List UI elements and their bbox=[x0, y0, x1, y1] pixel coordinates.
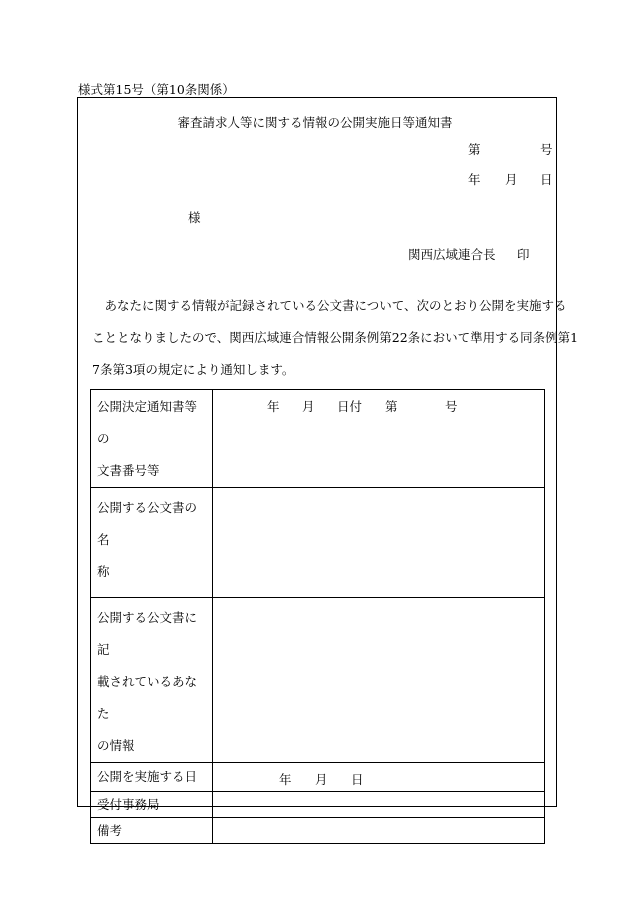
table-row-reception-office bbox=[91, 792, 545, 818]
row4-year: 年 bbox=[279, 772, 292, 787]
body-line-3: 7条第3項の規定により通知します。 bbox=[92, 362, 295, 377]
date-day: 日 bbox=[540, 172, 553, 187]
row1-year: 年 bbox=[267, 399, 280, 414]
row5-label: 受付事務局 bbox=[97, 797, 160, 812]
row4-month: 月 bbox=[315, 772, 328, 787]
document-title: 審査請求人等に関する情報の公開実施日等通知書 bbox=[177, 115, 453, 130]
row4-label: 公開を実施する日 bbox=[97, 769, 198, 784]
row1-go: 号 bbox=[445, 399, 458, 414]
table-row-document-name bbox=[91, 488, 545, 598]
disclosure-date-label-cell bbox=[91, 763, 213, 792]
doc-number-go: 号 bbox=[540, 142, 553, 157]
disclosure-date-value-cell[interactable] bbox=[213, 763, 545, 792]
row3-label-line-3: の情報 bbox=[97, 738, 135, 753]
info-table bbox=[90, 389, 545, 844]
row1-label-line-1: 公開決定通知書等の bbox=[97, 399, 198, 446]
document-name-label-cell bbox=[91, 488, 213, 598]
personal-info-value-cell[interactable] bbox=[213, 598, 545, 763]
body-line-1: あなたに関する情報が記録されている公文書について、次のとおり公開を実施する bbox=[92, 298, 567, 313]
date-year: 年 bbox=[468, 172, 481, 187]
row1-month: 月 bbox=[302, 399, 315, 414]
row3-label-line-1: 公開する公文書に記 bbox=[97, 610, 198, 657]
table-row-personal-info bbox=[91, 598, 545, 763]
remarks-label-cell bbox=[91, 818, 213, 844]
row1-date-suffix: 日付 bbox=[337, 399, 363, 414]
reception-office-value-cell[interactable] bbox=[213, 792, 545, 818]
date-month: 月 bbox=[505, 172, 518, 187]
body-line-2: こととなりましたので、関西広域連合情報公開条例第22条において準用する同条例第1 bbox=[92, 330, 579, 345]
row4-day: 日 bbox=[351, 772, 364, 787]
doc-number-dai: 第 bbox=[468, 142, 481, 157]
row2-label-line-1: 公開する公文書の名 bbox=[97, 500, 198, 547]
table-row-remarks bbox=[91, 818, 545, 844]
row6-label: 備考 bbox=[97, 823, 123, 838]
doc-number-label-cell bbox=[91, 390, 213, 488]
row1-dai: 第 bbox=[385, 399, 398, 414]
sender-name: 関西広域連合長 bbox=[408, 247, 496, 262]
recipient-suffix: 様 bbox=[188, 210, 201, 225]
reception-office-label-cell bbox=[91, 792, 213, 818]
personal-info-label-cell bbox=[91, 598, 213, 763]
form-number-label: 様式第15号（第10条関係） bbox=[78, 82, 235, 97]
row1-label-line-2: 文書番号等 bbox=[97, 463, 160, 478]
table-row-disclosure-date bbox=[91, 763, 545, 792]
doc-number-value-cell[interactable] bbox=[213, 390, 545, 488]
document-name-value-cell[interactable] bbox=[213, 488, 545, 598]
row2-label-line-2: 称 bbox=[97, 564, 110, 579]
seal-mark: 印 bbox=[517, 247, 530, 262]
table-row-doc-number bbox=[91, 390, 545, 488]
remarks-value-cell[interactable] bbox=[213, 818, 545, 844]
row3-label-line-2: 載されているあなた bbox=[97, 674, 198, 721]
